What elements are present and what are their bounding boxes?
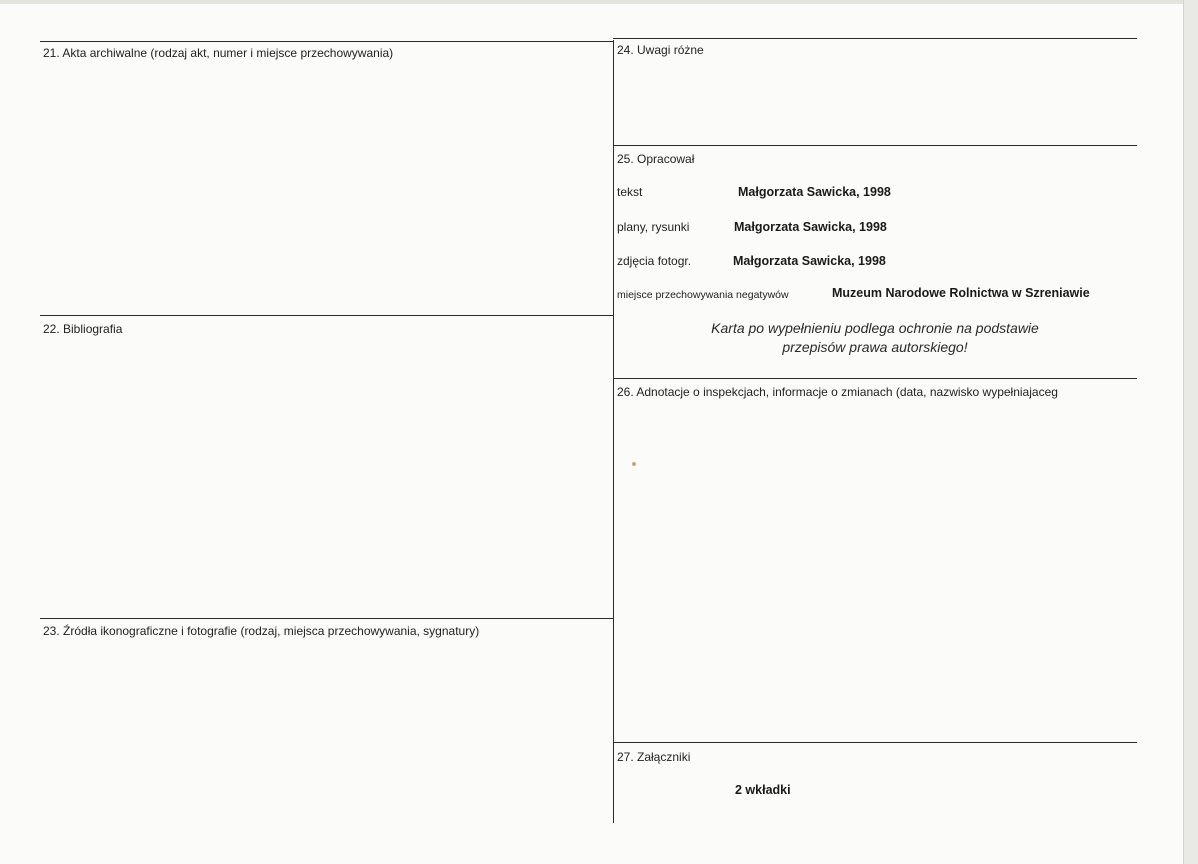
section-21-rule <box>40 41 613 42</box>
column-divider <box>613 40 614 823</box>
author-text-value: Małgorzata Sawicka, 1998 <box>738 185 891 199</box>
section-23-rule <box>40 618 613 619</box>
section-25-label: 25. Opracował <box>617 152 695 166</box>
author-photos-key: zdjęcia fotogr. <box>617 254 692 268</box>
section-22-label: 22. Bibliografia <box>43 322 123 336</box>
author-plans-value: Małgorzata Sawicka, 1998 <box>734 220 887 234</box>
page-right-edge <box>1183 0 1198 864</box>
section-21-label: 21. Akta archiwalne (rodzaj akt, numer i miejsce przechowywania) <box>43 46 394 60</box>
section-27-label: 27. Załączniki <box>617 750 691 764</box>
section-27-rule <box>613 742 1137 743</box>
copyright-note-line-1: Karta po wypełnieniu podlega ochronie na podstawie <box>711 320 1039 336</box>
negatives-location-value: Muzeum Narodowe Rolnictwa w Szreniawie <box>832 286 1090 300</box>
copyright-note <box>614 319 1136 357</box>
author-text-key: tekst <box>617 185 643 199</box>
section-26-rule <box>613 378 1137 379</box>
section-25-rule <box>613 145 1137 146</box>
copyright-note-line-2: przepisów prawa autorskiego! <box>782 339 968 355</box>
section-22-rule <box>40 315 613 316</box>
paper-speck <box>632 462 636 466</box>
section-26-label: 26. Adnotacje o inspekcjach, informacje o zmianach (data, nazwisko wypełniajaceg <box>617 385 1058 399</box>
author-plans-key: plany, rysunki <box>617 220 690 234</box>
section-24-label: 24. Uwagi różne <box>617 43 704 57</box>
author-photos-value: Małgorzata Sawicka, 1998 <box>733 254 886 268</box>
section-23-label: 23. Źródła ikonograficzne i fotografie (rodzaj, miejsca przechowywania, sygnatury) <box>43 624 480 638</box>
page-top-edge <box>0 0 1198 4</box>
negatives-location-key: miejsce przechowywania negatywów <box>617 289 789 301</box>
attachments-value: 2 wkładki <box>735 783 791 797</box>
section-24-rule <box>613 38 1137 39</box>
